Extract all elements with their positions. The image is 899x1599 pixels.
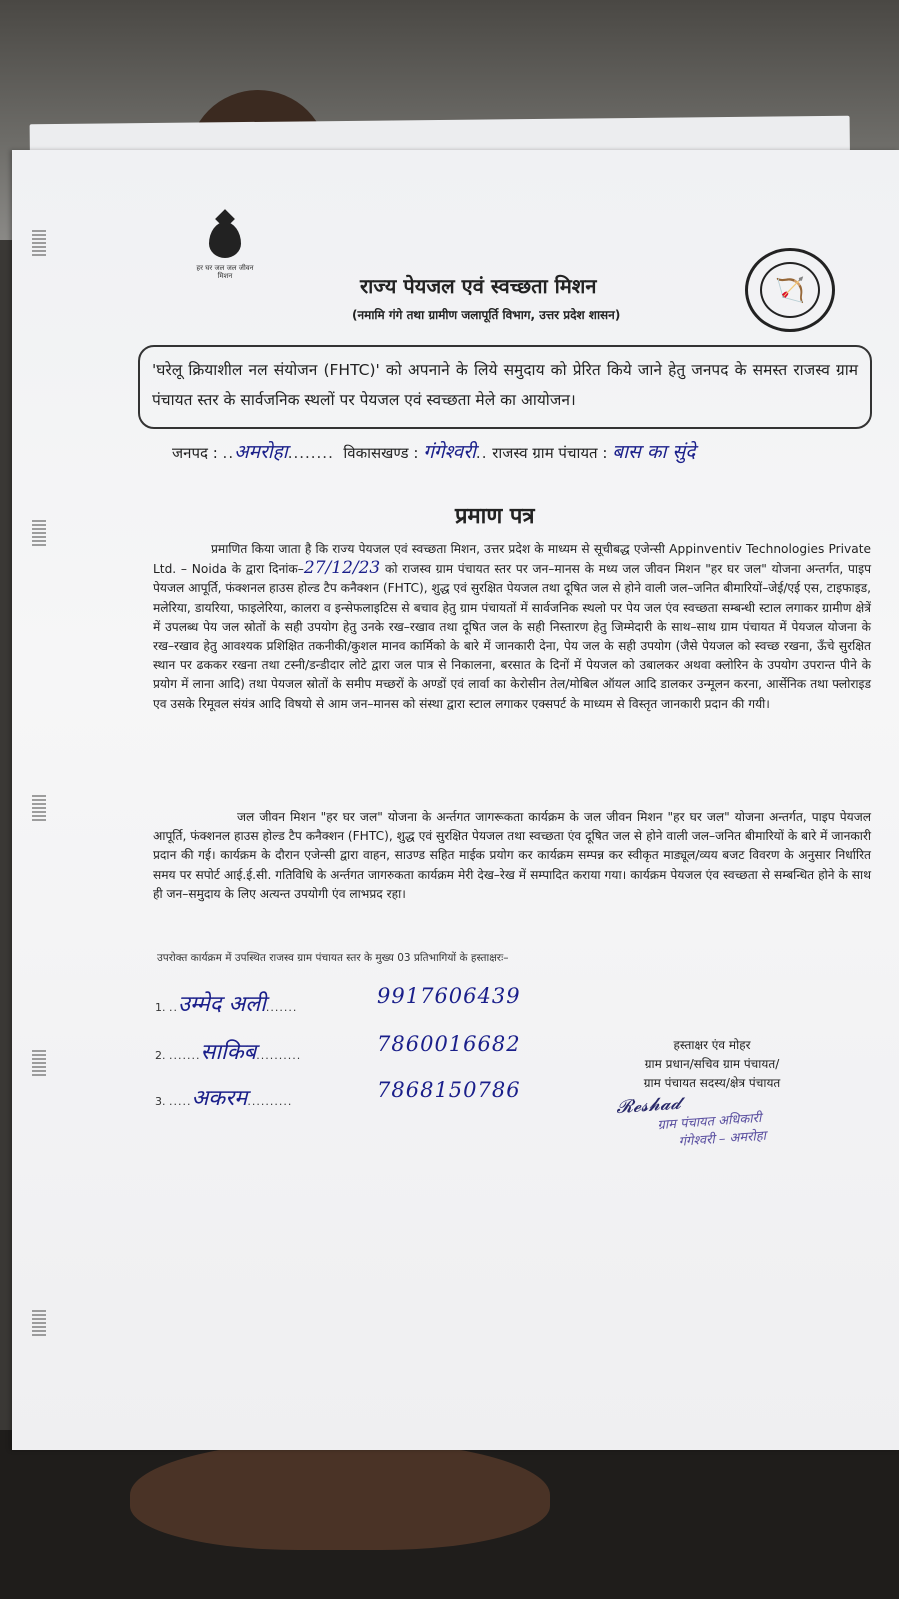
block-value: गंगेश्वरी	[423, 441, 476, 463]
up-government-seal-icon: 🏹	[745, 248, 835, 332]
panchayat-label: राजस्व ग्राम पंचायत :	[492, 444, 608, 462]
binder-hole-mark	[32, 795, 46, 823]
panchayat-value: बास का सुंदे	[612, 441, 696, 463]
participant-row: 3. .....अकरम.......... 7868150786	[155, 1078, 521, 1111]
hand-bottom	[130, 1440, 550, 1550]
binder-hole-mark	[32, 230, 46, 258]
participant-phone: 9917606439	[377, 984, 521, 1008]
certificate-paragraph-1: प्रमाणित किया जाता है कि राज्य पेयजल एवं स्वच्छता मिशन, उत्तर प्रदेश के माध्यम से सूचीबद्ध एजेन्सी Appinventiv Technologies Private Ltd. – Noida के द्वारा दिनांक–27/12/23 को राजस्व ग्राम पंचायत स्तर पर जन–मानस के मध्य जल जीवन मिशन "हर घर जल" योजना अन्तर्गत, पाइप पेयजल आपूर्ति, फंक्शनल हाउस होल्ड टैप कनैक्शन (FHTC), शुद्ध एवं सुरक्षित पेयजल तथा दूषित जल से होने वाली जल–जनित बीमारियों–जेई/एई एस, टाइफाइड, मलेरिया, डायरिया, फाइलेरिया, कालरा व इन्सेफलाइटिस से बचाव हेतु ग्राम पंचायतों में सार्वजनिक स्थलो पर पेय जल एंव स्वच्छता सम्बन्धी स्टाल लगाकर ग्रामीण क्षेत्रें में उपलब्ध पेय जल स्रोतों के सही उपयोग हेतु उनके रख–रखाव तथा दूषित जल के सही निस्तारण हेतु जिम्मेदारी के साथ–साथ ग्राम पंचायत में पेयजल योजना के रख–रखाव हेतु आवश्यक प्रशिक्षित तकनीकी/कुशल मानव कार्मिको के बारे में जानकारी देना, पेय जल के सही उपयोग (जैसे पेयजल को स्वच्छ रखना, ऊँचे सुरक्षित स्थान पर ढककर रखना तथा टस्नी/डन्डीदार लोटे द्वारा जल पात्र से निकालना, बरसात के दिनों में पेयजल को उबालकर अथवा क्लोरिन के उपयोग उपरान्त पीने के प्रयोग में लाना आदि) तथा पेयजल स्रोतों के समीप मच्छरों के अण्डों एवं लार्वा का केरोसीन तेल/मोबिल ऑयल आदि डालकर उन्मूलन करना, आर्सेनिक तथा फ्लोराइड एव उसके रिमूवल संयंत्र आदि विषयो से आम जन–मानस को संस्था द्वारा स्टाल लगाकर एक्सपर्ट के माध्यम से विस्तृत जानकारी प्रदान की गयी।	[153, 542, 872, 711]
signature-block: हस्ताक्षर एंव मोहर ग्राम प्रधान/सचिव ग्राम पंचायत/ ग्राम पंचायत सदस्य/क्षेत्र पंचायत	[643, 1038, 781, 1090]
binder-hole-mark	[32, 1050, 46, 1078]
signature-mark: 𝓡𝓮𝓼𝓱𝓪𝓭	[615, 1092, 682, 1119]
binder-hole-mark	[32, 520, 46, 548]
certificate-paragraph-2: जल जीवन मिशन "हर घर जल" योजना के अर्न्तगत जागरूकता कार्यक्रम के जल जीवन मिशन "हर घर जल" योजना अन्तर्गत, पाइप पेयजल आपूर्ति, फंक्शनल हाउस होल्ड टैप कनैक्शन (FHTC), शुद्ध एवं सुरक्षित पेयजल तथा स्वच्छता एंव दूषित जल से होने वाली जल–जनित बीमारियों के बारे में जानकारी प्रदान की गई। कार्यक्रम के दौरान एजेन्सी द्वारा वाहन, साउण्ड सहित माईक प्रयोग कर कार्यक्रम सम्पन्न कर स्वीकृत माड्यूल/व्यय बजट विवरण के अनुसार निर्धारित समय पर सपोर्ट आई.ई.सी. गतिविधि के अर्न्तगत जागरुकता कार्यक्रम मेरी देख–रेख में सम्पादित कराया गया। कार्यक्रम पेयजल एंव स्वच्छता से सम्बन्धित होने के साथ ही जन–समुदाय के लिए अत्यन्त उपयोगी एंव लाभप्रद रहा।	[153, 810, 871, 901]
participants-note: उपरोक्त कार्यक्रम में उपस्थित राजस्व ग्राम पंचायत स्तर के मुख्य 03 प्रतिभागियों के हस्ताक्षरः–	[157, 952, 509, 964]
district-value: अमरोहा	[234, 441, 288, 463]
block-label: विकासखण्ड :	[343, 444, 419, 462]
mission-title: राज्य पेयजल एवं स्वच्छता मिशन	[360, 274, 597, 298]
participant-phone: 7868150786	[377, 1078, 521, 1102]
location-line: जनपद : ..अमरोहा........ विकासखण्ड : गंगेश्वरी.. राजस्व ग्राम पंचायत : बास का सुंदे	[172, 441, 696, 463]
water-drop-icon	[209, 222, 241, 258]
participant-name: उम्मेद अली	[178, 992, 266, 1017]
participant-name: साकिब	[200, 1040, 257, 1065]
event-title-box	[138, 345, 872, 429]
binder-hole-mark	[32, 1310, 46, 1338]
participant-phone: 7860016682	[377, 1032, 521, 1056]
event-title-text: 'घरेलू क्रियाशील नल संयोजन (FHTC)' को अपनाने के लिये समुदाय को प्रेरित किये जाने हेतु जनपद के समस्त राजस्व ग्राम पंचायत स्तर के सार्वजनिक स्थलों पर पेयजल एवं स्वच्छता मेले का आयोजन।	[152, 361, 858, 409]
jal-jeevan-mission-logo	[190, 222, 260, 302]
official-stamp: 𝓡𝓮𝓼𝓱𝓪𝓭 ग्राम पंचायत अधिकारी गंगेश्वरी – अमरोहा	[615, 1083, 820, 1177]
certificate-title: प्रमाण पत्र	[455, 504, 535, 529]
participant-row: 1. ..उम्मेद अली....... 9917606439	[155, 984, 521, 1017]
mission-subtitle: (नमामि गंगे तथा ग्रामीण जलापूर्ति विभाग, उत्तर प्रदेश शासन)	[352, 308, 621, 322]
event-date: 27/12/23	[303, 558, 381, 579]
logo-caption: हर घर जल जल जीवन मिशन	[196, 264, 254, 280]
participant-row: 2. .......साकिब.......... 7860016682	[155, 1032, 521, 1065]
district-label: जनपद :	[172, 444, 218, 462]
participant-name: अकरम	[191, 1086, 248, 1111]
